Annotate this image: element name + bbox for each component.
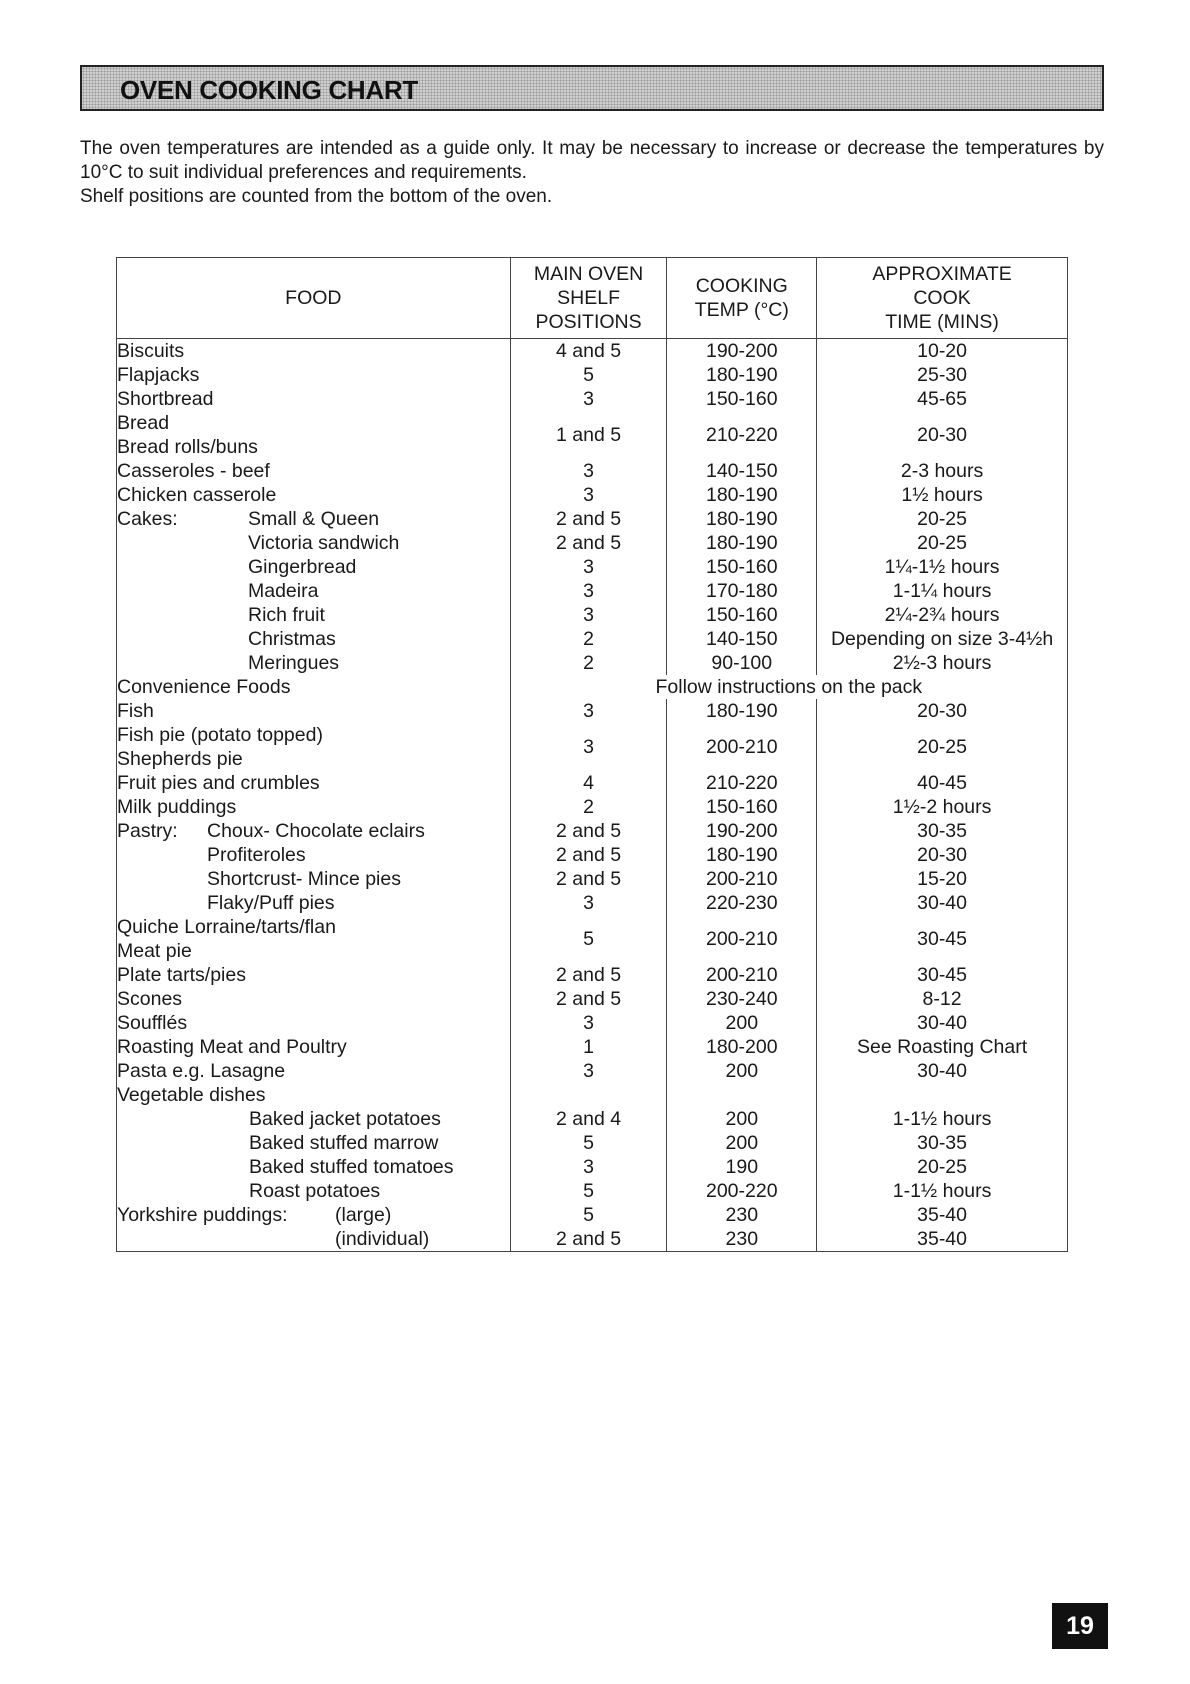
table-row — [117, 915, 1068, 963]
cook-time: 45-65 — [917, 388, 967, 410]
food-name: Christmas — [248, 628, 336, 650]
shelf-position: 5 — [583, 928, 594, 950]
cooking-temp — [667, 1083, 816, 1107]
cooking-temp: 140-150 — [705, 460, 778, 482]
header-food: FOOD — [117, 258, 511, 339]
table-row — [117, 339, 1068, 412]
cooking-temp: 200 — [725, 1132, 759, 1154]
table-row — [117, 459, 1068, 675]
cook-time: 40-45 — [917, 772, 967, 794]
food-category-label: Yorkshire puddings: — [117, 1204, 288, 1226]
shelf-cell — [510, 1035, 667, 1059]
shelf-cell — [510, 723, 667, 771]
food-name: Chicken casserole — [117, 484, 277, 506]
shelf-cell — [510, 963, 667, 987]
cook-time: 30-45 — [917, 928, 967, 950]
food-cell — [117, 915, 511, 963]
cooking-temp: 230 — [725, 1204, 759, 1226]
food-name: Vegetable dishes — [117, 1084, 266, 1106]
food-name: Baked stuffed marrow — [249, 1132, 439, 1154]
food-name: Pasta e.g. Lasagne — [117, 1060, 286, 1082]
shelf-position: 5 — [583, 1180, 594, 1202]
cook-time: 20-25 — [917, 1156, 967, 1178]
time-cell — [817, 771, 1068, 915]
food-name: Fruit pies and crumbles — [117, 772, 320, 794]
cook-time: 8-12 — [922, 988, 962, 1010]
temp-cell — [667, 411, 817, 459]
food-item: Choux- Chocolate eclairs — [207, 820, 425, 842]
temp-cell — [667, 459, 817, 675]
temp-cell — [667, 987, 817, 1035]
cook-time: 30-40 — [917, 892, 967, 914]
cooking-temp: 150-160 — [705, 604, 778, 626]
food-name: Scones — [117, 988, 183, 1010]
cooking-temp: 200 — [725, 1108, 759, 1130]
shelf-position: 2 — [583, 796, 594, 818]
cook-time: 35-40 — [917, 1204, 967, 1226]
shelf-cell — [510, 771, 667, 915]
shelf-position: 1 — [583, 1036, 594, 1058]
cook-time: 35-40 — [917, 1228, 967, 1250]
shelf-position: 3 — [583, 580, 594, 602]
food-name: (individual) — [335, 1228, 430, 1250]
shelf-position: 3 — [583, 556, 594, 578]
cooking-temp: 200-210 — [705, 868, 778, 890]
shelf-cell — [510, 339, 667, 412]
cooking-temp: 200-220 — [705, 1180, 778, 1202]
cooking-temp: 200 — [725, 1060, 759, 1082]
food-name: Meat pie — [117, 940, 192, 962]
shelf-position: 2 and 5 — [556, 844, 622, 866]
title-bar — [80, 65, 1104, 111]
time-cell — [817, 339, 1068, 412]
temp-cell — [667, 339, 817, 412]
food-name: Baked stuffed tomatoes — [249, 1156, 454, 1178]
food-name — [117, 507, 510, 531]
food-name: Bread rolls/buns — [117, 436, 258, 458]
page-title: OVEN COOKING CHART — [120, 75, 418, 105]
cook-time: 1½ hours — [901, 484, 983, 506]
shelf-position: 4 and 5 — [556, 340, 622, 362]
cooking-temp: 180-190 — [705, 364, 778, 386]
cooking-temp: 180-190 — [705, 484, 778, 506]
time-cell — [817, 411, 1068, 459]
cooking-temp: 150-160 — [705, 796, 778, 818]
table-row — [117, 723, 1068, 771]
shelf-position: 3 — [583, 1156, 594, 1178]
food-category-label: Cakes: — [117, 508, 178, 530]
shelf-position: 3 — [583, 604, 594, 626]
food-name — [117, 1203, 510, 1227]
temp-cell — [667, 915, 817, 963]
food-cell — [117, 987, 511, 1035]
table-header-row — [117, 258, 1068, 339]
food-name: Baked jacket potatoes — [249, 1108, 441, 1130]
food-name: Meringues — [248, 652, 340, 674]
shelf-position: 2 and 5 — [556, 1228, 622, 1250]
cooking-temp: 200-210 — [705, 928, 778, 950]
cook-time: 30-35 — [917, 1132, 967, 1154]
shelf-position: 4 — [583, 772, 594, 794]
cooking-temp: 190 — [725, 1156, 759, 1178]
temp-cell — [667, 723, 817, 771]
food-name: Shortbread — [117, 388, 214, 410]
food-cell — [117, 1035, 511, 1059]
temp-cell — [667, 1083, 817, 1203]
food-cell — [117, 963, 511, 987]
temp-cell — [667, 699, 817, 723]
cooking-temp: 180-190 — [705, 532, 778, 554]
cook-time: 1-1½ hours — [892, 1108, 992, 1130]
food-name: Soufflés — [117, 1012, 188, 1034]
food-item: (large) — [335, 1204, 392, 1226]
intro-text — [80, 137, 1104, 209]
food-cell — [117, 723, 511, 771]
food-name: Biscuits — [117, 340, 185, 362]
shelf-cell — [510, 987, 667, 1035]
table-row — [117, 1203, 1068, 1252]
food-cell — [117, 699, 511, 723]
shelf-position: 3 — [583, 1012, 594, 1034]
shelf-cell — [510, 915, 667, 963]
shelf-position: 2 and 5 — [556, 508, 622, 530]
shelf-cell — [510, 1083, 667, 1203]
cooking-temp: 150-160 — [705, 388, 778, 410]
time-cell — [817, 987, 1068, 1035]
cook-time — [817, 1083, 1067, 1107]
shelf-position: 3 — [583, 460, 594, 482]
food-cell — [117, 1083, 511, 1203]
temp-cell — [667, 963, 817, 987]
header-cook-time: APPROXIMATE COOK TIME (MINS) — [817, 258, 1068, 339]
cooking-temp: 150-160 — [705, 556, 778, 578]
cook-time: 15-20 — [917, 868, 967, 890]
time-cell — [817, 1035, 1068, 1059]
time-cell — [817, 723, 1068, 771]
page-number: 19 — [1052, 1603, 1108, 1649]
food-cell — [117, 459, 511, 675]
table-row — [117, 1083, 1068, 1203]
cook-time: 2¼-2¾ hours — [884, 604, 1000, 626]
cooking-temp: 210-220 — [705, 424, 778, 446]
food-name: Convenience Foods — [117, 676, 291, 698]
cook-time: 20-30 — [917, 700, 967, 722]
cooking-temp: 230-240 — [705, 988, 778, 1010]
table-row — [117, 675, 1068, 699]
shelf-cell — [510, 1059, 667, 1083]
food-item: Small & Queen — [248, 508, 380, 530]
note-text: Follow instructions on the pack — [655, 676, 923, 698]
cook-time: 10-20 — [917, 340, 967, 362]
food-cell — [117, 675, 511, 699]
table-row — [117, 1035, 1068, 1059]
shelf-position: 2 and 5 — [556, 532, 622, 554]
food-name: Victoria sandwich — [248, 532, 400, 554]
intro-shelf-note: Shelf positions are counted from the bottom of the oven. — [80, 186, 553, 207]
food-name: Roast potatoes — [249, 1180, 381, 1202]
time-cell — [817, 459, 1068, 675]
cooking-temp: 90-100 — [711, 652, 773, 674]
time-cell — [817, 1203, 1068, 1252]
time-cell — [817, 915, 1068, 963]
cook-time: 20-25 — [917, 508, 967, 530]
time-cell — [817, 963, 1068, 987]
cook-time: 30-40 — [917, 1060, 967, 1082]
cooking-temp: 200-210 — [705, 964, 778, 986]
cook-time: Depending on size 3-4½h — [830, 628, 1054, 650]
food-cell — [117, 339, 511, 412]
food-name: Milk puddings — [117, 796, 237, 818]
cooking-temp: 180-200 — [705, 1036, 778, 1058]
food-name: Rich fruit — [248, 604, 325, 626]
shelf-position: 2 — [583, 652, 594, 674]
cook-time: 20-30 — [917, 844, 967, 866]
cooking-temp: 180-190 — [705, 508, 778, 530]
cooking-temp: 180-190 — [705, 700, 778, 722]
shelf-position: 2 and 5 — [556, 820, 622, 842]
cooking-temp: 200 — [725, 1012, 759, 1034]
food-name: Shortcrust- Mince pies — [207, 868, 401, 890]
table-row — [117, 699, 1068, 723]
food-name — [117, 819, 510, 843]
cook-time: 25-30 — [917, 364, 967, 386]
header-shelf-positions: MAIN OVEN SHELF POSITIONS — [510, 258, 667, 339]
table-row — [117, 987, 1068, 1035]
cooking-temp: 210-220 — [705, 772, 778, 794]
cooking-temp: 140-150 — [705, 628, 778, 650]
cooking-temp: 230 — [725, 1228, 759, 1250]
instruction-note — [510, 675, 1067, 699]
cooking-temp: 190-200 — [705, 820, 778, 842]
food-cell — [117, 1059, 511, 1083]
shelf-position: 5 — [583, 1132, 594, 1154]
cook-time: 20-30 — [917, 424, 967, 446]
shelf-position: 2 and 4 — [556, 1108, 622, 1130]
cooking-temp: 180-190 — [705, 844, 778, 866]
food-cell — [117, 411, 511, 459]
table-row — [117, 411, 1068, 459]
food-name: Flaky/Puff pies — [207, 892, 335, 914]
food-name: Casseroles - beef — [117, 460, 270, 482]
food-cell — [117, 1203, 511, 1252]
temp-cell — [667, 771, 817, 915]
shelf-position: 3 — [583, 892, 594, 914]
cook-time: 1-1½ hours — [892, 1180, 992, 1202]
cook-time: 1¼-1½ hours — [884, 556, 1000, 578]
food-name: Shepherds pie — [117, 748, 243, 770]
shelf-position: 2 and 5 — [556, 964, 622, 986]
intro-paragraph: The oven temperatures are intended as a guide only. It may be necessary to increase or decrease the temperatures by 10°C to suit individual preferences and requirements. — [80, 138, 1104, 183]
food-name: Gingerbread — [248, 556, 357, 578]
cooking-temp: 170-180 — [705, 580, 778, 602]
shelf-position: 2 — [583, 628, 594, 650]
food-name: Plate tarts/pies — [117, 964, 246, 986]
food-name: Roasting Meat and Poultry — [117, 1036, 347, 1058]
shelf-position: 3 — [583, 700, 594, 722]
table-row — [117, 963, 1068, 987]
shelf-position: 5 — [583, 364, 594, 386]
cook-time: 1½-2 hours — [892, 796, 992, 818]
shelf-position: 3 — [583, 1060, 594, 1082]
temp-cell — [667, 1035, 817, 1059]
oven-cooking-table — [116, 257, 1068, 1252]
cook-time: 20-25 — [917, 532, 967, 554]
food-name: Quiche Lorraine/tarts/flan — [117, 916, 336, 938]
shelf-position: 5 — [583, 1204, 594, 1226]
time-cell — [817, 1083, 1068, 1203]
cook-time: 30-40 — [917, 1012, 967, 1034]
food-cell — [117, 771, 511, 915]
cook-time: 20-25 — [917, 736, 967, 758]
shelf-position: 2 and 5 — [556, 988, 622, 1010]
cook-time: 30-45 — [917, 964, 967, 986]
header-cooking-temp: COOKING TEMP (°C) — [667, 258, 817, 339]
food-name: Fish — [117, 700, 154, 722]
food-name: Profiteroles — [207, 844, 306, 866]
cook-time: 2½-3 hours — [892, 652, 992, 674]
shelf-cell — [510, 1203, 667, 1252]
temp-cell — [667, 1059, 817, 1083]
cooking-temp: 220-230 — [705, 892, 778, 914]
time-cell — [817, 699, 1068, 723]
time-cell — [817, 1059, 1068, 1083]
cook-time: 1-1¼ hours — [892, 580, 992, 602]
food-name: Flapjacks — [117, 364, 200, 386]
shelf-position: 3 — [583, 484, 594, 506]
shelf-cell — [510, 459, 667, 675]
cook-time: See Roasting Chart — [856, 1036, 1028, 1058]
shelf-position: 1 and 5 — [556, 424, 622, 446]
shelf-position: 3 — [583, 736, 594, 758]
food-name: Fish pie (potato topped) — [117, 724, 323, 746]
cook-time: 30-35 — [917, 820, 967, 842]
table-row — [117, 1059, 1068, 1083]
temp-cell — [667, 1203, 817, 1252]
food-name: Madeira — [248, 580, 319, 602]
shelf-cell — [510, 699, 667, 723]
shelf-position — [511, 1083, 667, 1107]
cooking-temp: 190-200 — [705, 340, 778, 362]
food-category-label: Pastry: — [117, 820, 178, 842]
cook-time: 2-3 hours — [900, 460, 984, 482]
shelf-position: 2 and 5 — [556, 868, 622, 890]
cooking-temp: 200-210 — [705, 736, 778, 758]
shelf-position: 3 — [583, 388, 594, 410]
table-row — [117, 771, 1068, 915]
food-name: Bread — [117, 412, 170, 434]
shelf-cell — [510, 411, 667, 459]
